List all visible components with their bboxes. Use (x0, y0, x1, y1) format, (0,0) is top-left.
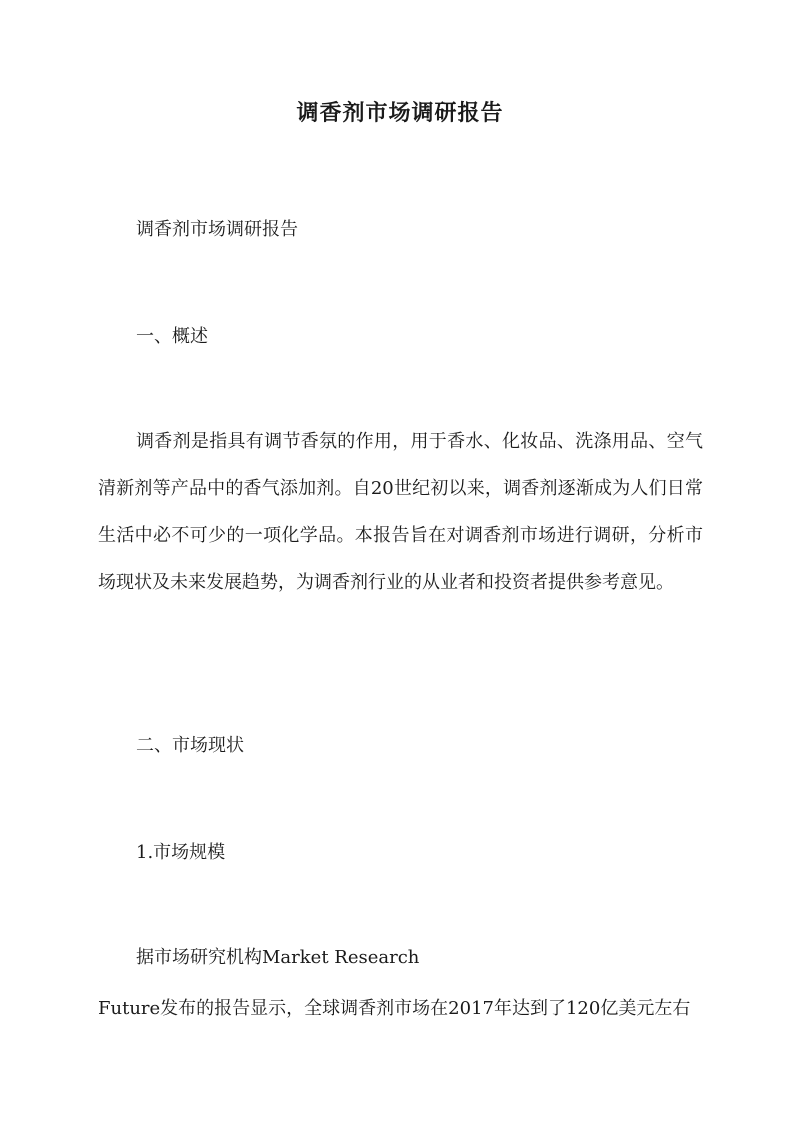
section-heading-market-status: 二、市场现状 (136, 735, 244, 756)
overview-paragraph: 调香剂是指具有调节香氛的作用，用于香水、化妆品、洗涤用品、空气清新剂等产品中的香气添加剂。自20世纪初以来，调香剂逐渐成为人们日常生活中必不可少的一项化学品。本报告旨在对调香剂市场进行调研，分析市场现状及未来发展趋势，为调香剂行业的从业者和投资者提供参考意见。 (98, 431, 703, 593)
document-subtitle: 调香剂市场调研报告 (136, 219, 298, 240)
market-size-line-1: 据市场研究机构Market Research (136, 947, 420, 968)
document-title: 调香剂市场调研报告 (296, 100, 504, 126)
subsection-heading-market-size: 1.市场规模 (136, 842, 226, 863)
market-size-line-2: Future发布的报告显示，全球调香剂市场在2017年达到了120亿美元左右 (98, 998, 691, 1019)
section-heading-overview: 一、概述 (136, 326, 208, 347)
